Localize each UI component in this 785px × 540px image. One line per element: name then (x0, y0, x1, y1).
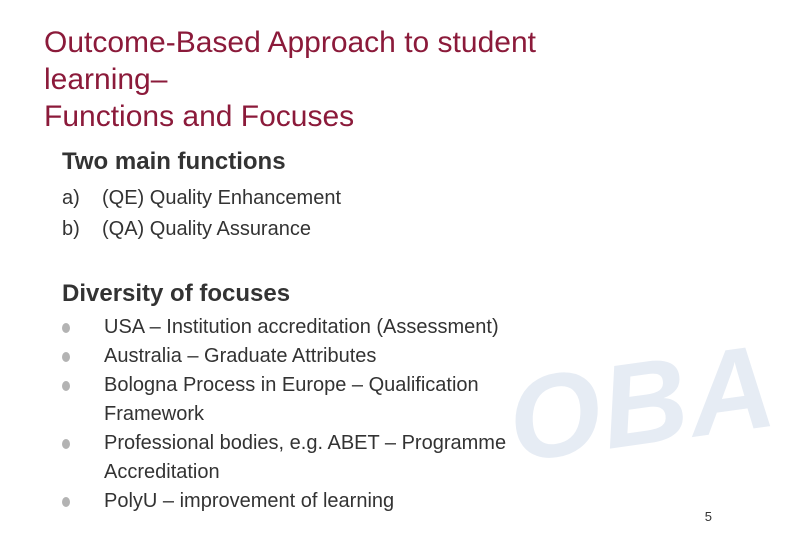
list-item-line: Australia – Graduate Attributes (104, 345, 377, 367)
list-item (62, 487, 622, 516)
list-item (62, 371, 622, 429)
list-marker: a) (62, 187, 80, 209)
list-item (62, 313, 622, 342)
list-item (62, 183, 341, 214)
list-marker: b) (62, 218, 80, 240)
list-item-line: PolyU – improvement of learning (104, 490, 395, 512)
list-item-line: Framework (104, 403, 205, 425)
bullet-icon (62, 352, 70, 362)
list-item (62, 214, 341, 245)
slide-title (44, 24, 684, 135)
list-item (62, 342, 622, 371)
bullet-icon (62, 439, 70, 449)
list-item-text: (QA) Quality Assurance (102, 218, 311, 240)
list-item-line: Professional bodies, e.g. ABET – Programme (104, 432, 507, 454)
bullet-icon (62, 497, 70, 507)
list-item-line: USA – Institution accreditation (Assessment) (104, 316, 499, 338)
list-item-text (104, 429, 622, 487)
slide-title-line: Outcome-Based Approach to student (44, 26, 536, 59)
slide-title-line: Functions and Focuses (44, 100, 355, 133)
focuses-heading: Diversity of focuses (62, 280, 291, 307)
functions-list (62, 183, 341, 245)
page-number: 5 (704, 509, 712, 524)
list-item-text (104, 313, 622, 342)
list-item (62, 429, 622, 487)
list-item-text (104, 342, 622, 371)
list-item-text: (QE) Quality Enhancement (102, 187, 341, 209)
bullet-icon (62, 323, 70, 333)
list-item-line: Accreditation (104, 461, 220, 483)
slide-title-line: learning– (44, 63, 168, 96)
focuses-list (62, 313, 622, 516)
list-item-text (104, 487, 622, 516)
oba-watermark: OBA (500, 319, 785, 488)
list-item-text (104, 371, 622, 429)
functions-heading: Two main functions (62, 148, 286, 175)
bullet-icon (62, 381, 70, 391)
list-item-line: Bologna Process in Europe – Qualification (104, 374, 479, 396)
